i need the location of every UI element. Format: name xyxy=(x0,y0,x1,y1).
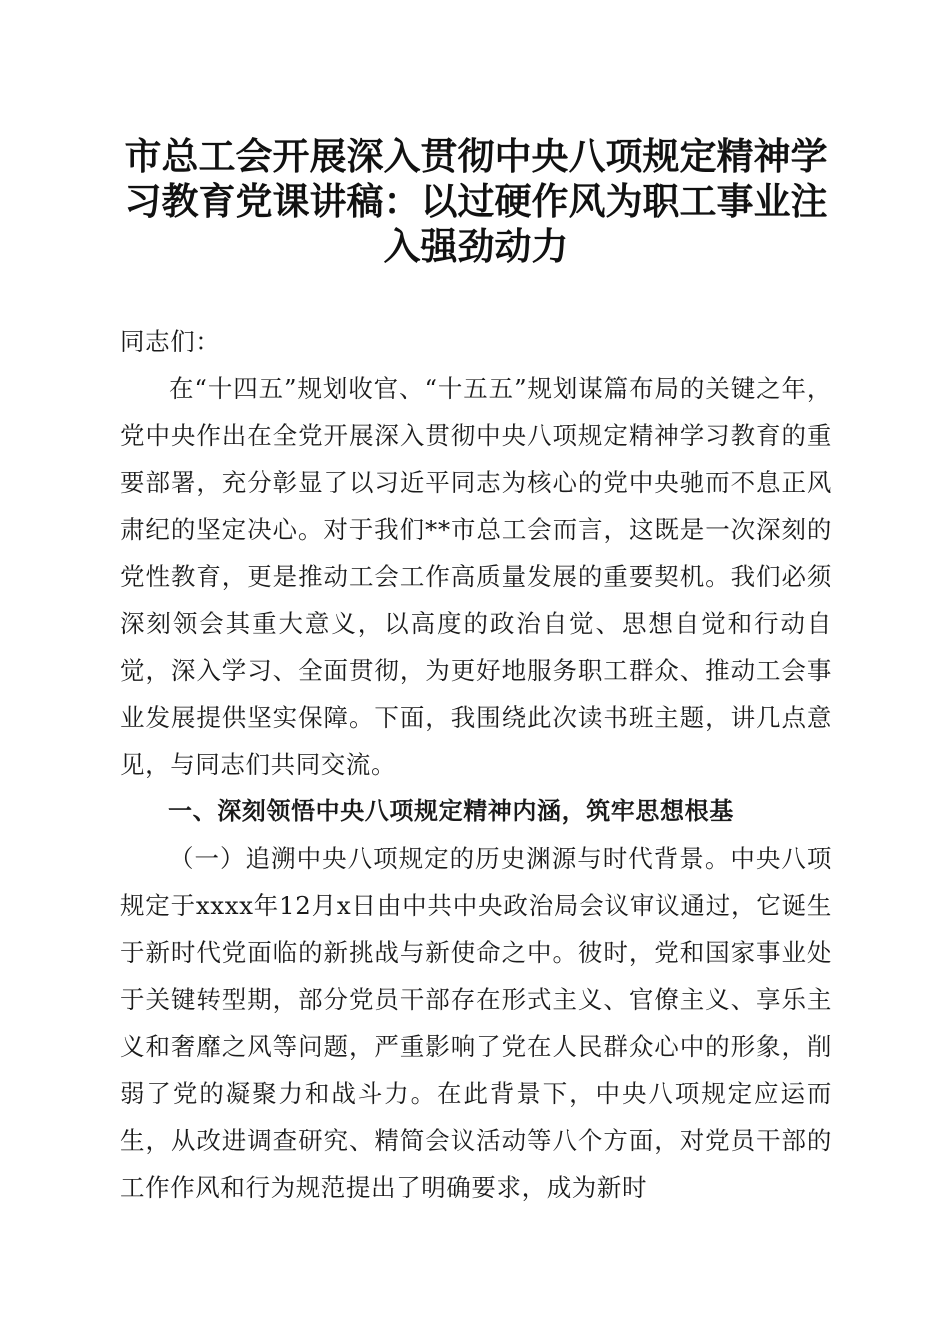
section-heading: 一、深刻领悟中央八项规定精神内涵，筑牢思想根基 xyxy=(168,797,734,825)
document-body xyxy=(120,318,832,1211)
intro-paragraph: 在“十四五”规划收官、“十五五”规划谋篇布局的关键之年，党中央作出在全党开展深入贯彻中央八项规定精神学习教育的重要部署，充分彰显了以习近平同志为核心的党中央驰而不息正风肃纪的坚定决心。对于我们**市总工会而言，这既是一次深刻的党性教育，更是推动工会工作高质量发展的重要契机。我们必须深刻领会其重大意义，以高度的政治自觉、思想自觉和行动自觉，深入学习、全面贯彻，为更好地服务职工群众、推动工会事业发展提供坚实保障。下面，我围绕此次读书班主题，讲几点意见，与同志们共同交流。 xyxy=(120,374,832,779)
document-title: 市总工会开展深入贯彻中央八项规定精神学习教育党课讲稿：以过硬作风为职工事业注入强劲动力 xyxy=(124,134,828,268)
section-paragraph: （一）追溯中央八项规定的历史渊源与时代背景。中央八项规定于xxxx年12月x日由中共中央政治局会议审议通过，它诞生于新时代党面临的新挑战与新使命之中。彼时，党和国家事业处于关键转型期，部分党员干部存在形式主义、官僚主义、享乐主义和奢靡之风等问题，严重影响了党在人民群众心中的形象，削弱了党的凝聚力和战斗力。在此背景下，中央八项规定应运而生，从改进调查研究、精简会议活动等八个方面，对党员干部的工作作风和行为规范提出了明确要求，成为新时 xyxy=(120,844,832,1202)
salutation: 同志们： xyxy=(120,327,221,356)
